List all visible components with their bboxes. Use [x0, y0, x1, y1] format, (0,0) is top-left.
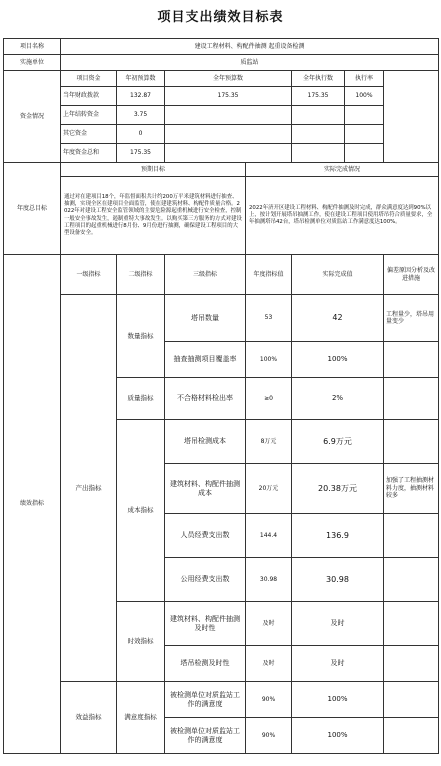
funding-header-rate: 执行率: [345, 71, 384, 87]
indicator-target: 90%: [246, 682, 292, 718]
funding-header-item: 项目资金: [61, 71, 117, 87]
funding-row: [4, 144, 439, 163]
indicator-target: 53: [246, 295, 292, 342]
indicator-target: 8万元: [246, 420, 292, 464]
indicator-note: [384, 602, 439, 646]
indicator-target: 144.4: [246, 514, 292, 558]
indicator-actual: 42: [292, 295, 384, 342]
expected-goal-header: 预期目标: [61, 163, 246, 177]
funding-label: 资金情况: [4, 71, 61, 163]
funding-header-executed: 全年执行数: [292, 71, 345, 87]
level2-quality: 质量指标: [117, 378, 165, 420]
indicator-actual: 20.38万元: [292, 464, 384, 514]
funding-row-rate: [345, 144, 384, 163]
funding-header-initial: 年初预算数: [117, 71, 165, 87]
funding-row-label: 其它资金: [61, 125, 117, 144]
page-title: 项目支出绩效目标表: [157, 10, 284, 25]
indicator-note: [384, 646, 439, 682]
indicator-actual: 2%: [292, 378, 384, 420]
indicator-name: 塔吊数量: [165, 295, 246, 342]
funding-row-initial: 0: [117, 125, 165, 144]
indicator-target: 100%: [246, 342, 292, 378]
annual-goal-content-row: [4, 177, 439, 255]
actual-completion-text: 2022年济开区建设工程材料、构配件抽测及时完成，群众满意度达到90%以上，按计划开展塔吊抽测工作，使在建设工程项目使用塔吊符合质量要求，全年抽测塔吊42台，塔吊检测单位对质监站工作满意度达100%。: [246, 177, 439, 255]
indicator-actual: 100%: [292, 718, 384, 754]
funding-row-rate: 100%: [345, 87, 384, 106]
level1-output: 产出指标: [61, 295, 117, 682]
indicator-name: 公用经费支出数: [165, 558, 246, 602]
level2-quantity: 数量指标: [117, 295, 165, 378]
performance-table: [3, 38, 439, 754]
annual-goal-header-row: [4, 163, 439, 177]
funding-row-annual: [165, 144, 292, 163]
indicator-actual: 30.98: [292, 558, 384, 602]
funding-row-executed: [292, 144, 345, 163]
indicator-name: 建筑材料、构配件抽测及时性: [165, 602, 246, 646]
indicator-note: [384, 514, 439, 558]
funding-row-executed: [292, 125, 345, 144]
perf-header-level1: 一级指标: [61, 255, 117, 295]
perf-header-row: [4, 255, 439, 295]
indicator-target: 20万元: [246, 464, 292, 514]
indicator-note: [384, 420, 439, 464]
indicator-note: [384, 682, 439, 718]
funding-row-label: 上年结转资金: [61, 106, 117, 125]
perf-header-level3: 三级指标: [165, 255, 246, 295]
indicator-name: 塔吊检测及时性: [165, 646, 246, 682]
funding-row-executed: 175.35: [292, 87, 345, 106]
project-name-row: [4, 39, 439, 55]
indicator-name: 被检测单位对质监站工作的满意度: [165, 718, 246, 754]
level2-satisfaction: 满意度指标: [117, 682, 165, 754]
actual-completion-header: 实际完成情况: [246, 163, 439, 177]
indicator-name: 抽查抽测项目覆盖率: [165, 342, 246, 378]
indicator-note: [384, 342, 439, 378]
indicator-actual: 及时: [292, 602, 384, 646]
funding-row-annual: 175.35: [165, 87, 292, 106]
indicator-target: 90%: [246, 718, 292, 754]
funding-header-row: [4, 71, 439, 87]
indicator-actual: 100%: [292, 682, 384, 718]
funding-row-annual: [165, 125, 292, 144]
indicator-note: 工程量少，塔吊用量变少: [384, 295, 439, 342]
perf-header-actual: 实际完成值: [292, 255, 384, 295]
indicator-name: 被检测单位对质监站工作的满意度: [165, 682, 246, 718]
funding-row-executed: [292, 106, 345, 125]
perf-row: [4, 295, 439, 342]
funding-row-initial: 175.35: [117, 144, 165, 163]
funding-header-annual: 全年预算数: [165, 71, 292, 87]
implementing-unit-value: 质监站: [61, 55, 439, 71]
indicator-name: 不合格材料检出率: [165, 378, 246, 420]
indicator-target: 及时: [246, 602, 292, 646]
indicator-actual: 100%: [292, 342, 384, 378]
perf-label: 绩效指标: [4, 255, 61, 754]
perf-header-level2: 二级指标: [117, 255, 165, 295]
funding-row-label: 年度资金总和: [61, 144, 117, 163]
project-name-value: 建设工程材料、构配件抽测 起重设备检测: [61, 39, 439, 55]
indicator-name: 人员经费支出数: [165, 514, 246, 558]
perf-header-analysis: 偏差原因分析及改进措施: [384, 255, 439, 295]
perf-row: [4, 682, 439, 718]
funding-row-initial: 3.75: [117, 106, 165, 125]
funding-row-label: 当年财政拨款: [61, 87, 117, 106]
indicator-actual: 136.9: [292, 514, 384, 558]
project-name-label: 项目名称: [4, 39, 61, 55]
indicator-actual: 及时: [292, 646, 384, 682]
funding-row-rate: [345, 106, 384, 125]
implementing-unit-row: [4, 55, 439, 71]
indicator-actual: 6.9万元: [292, 420, 384, 464]
indicator-note: 加强了工程抽测材料力度，抽测材料较多: [384, 464, 439, 514]
level1-benefit: 效益指标: [61, 682, 117, 754]
indicator-name: 塔吊检测成本: [165, 420, 246, 464]
funding-row: [4, 106, 439, 125]
funding-row-initial: 132.87: [117, 87, 165, 106]
funding-row-rate: [345, 125, 384, 144]
perf-header-target: 年度指标值: [246, 255, 292, 295]
funding-row-annual: [165, 106, 292, 125]
indicator-target: 30.98: [246, 558, 292, 602]
funding-row: [4, 87, 439, 106]
expected-goal-text: 通过对在建项目18个，年监督面积共计约200万平米建筑材料进行抽查、抽测，实现全区在建项目全面监管，使在建建筑材料、构配件质量合格。2022年对建设工程安全监管领域的主要危险源起重机械进行安全检查，控制一般安全事故发生，遏制重特大事故发生。以购买第三方服务的方式对建设工程项目的起重机械进行8月份、9月份进行抽测，确保建设工程项目的大型设备安全。: [61, 177, 246, 255]
indicator-target: 及时: [246, 646, 292, 682]
indicator-note: [384, 378, 439, 420]
funding-row: [4, 125, 439, 144]
indicator-note: [384, 558, 439, 602]
level2-timeliness: 时效指标: [117, 602, 165, 682]
indicator-note: [384, 718, 439, 754]
implementing-unit-label: 实施单位: [4, 55, 61, 71]
level2-cost: 成本指标: [117, 420, 165, 602]
indicator-target: ≥0: [246, 378, 292, 420]
annual-goal-label: 年度总目标: [4, 163, 61, 255]
indicator-name: 建筑材料、构配件抽测成本: [165, 464, 246, 514]
funding-blank: [384, 71, 439, 163]
